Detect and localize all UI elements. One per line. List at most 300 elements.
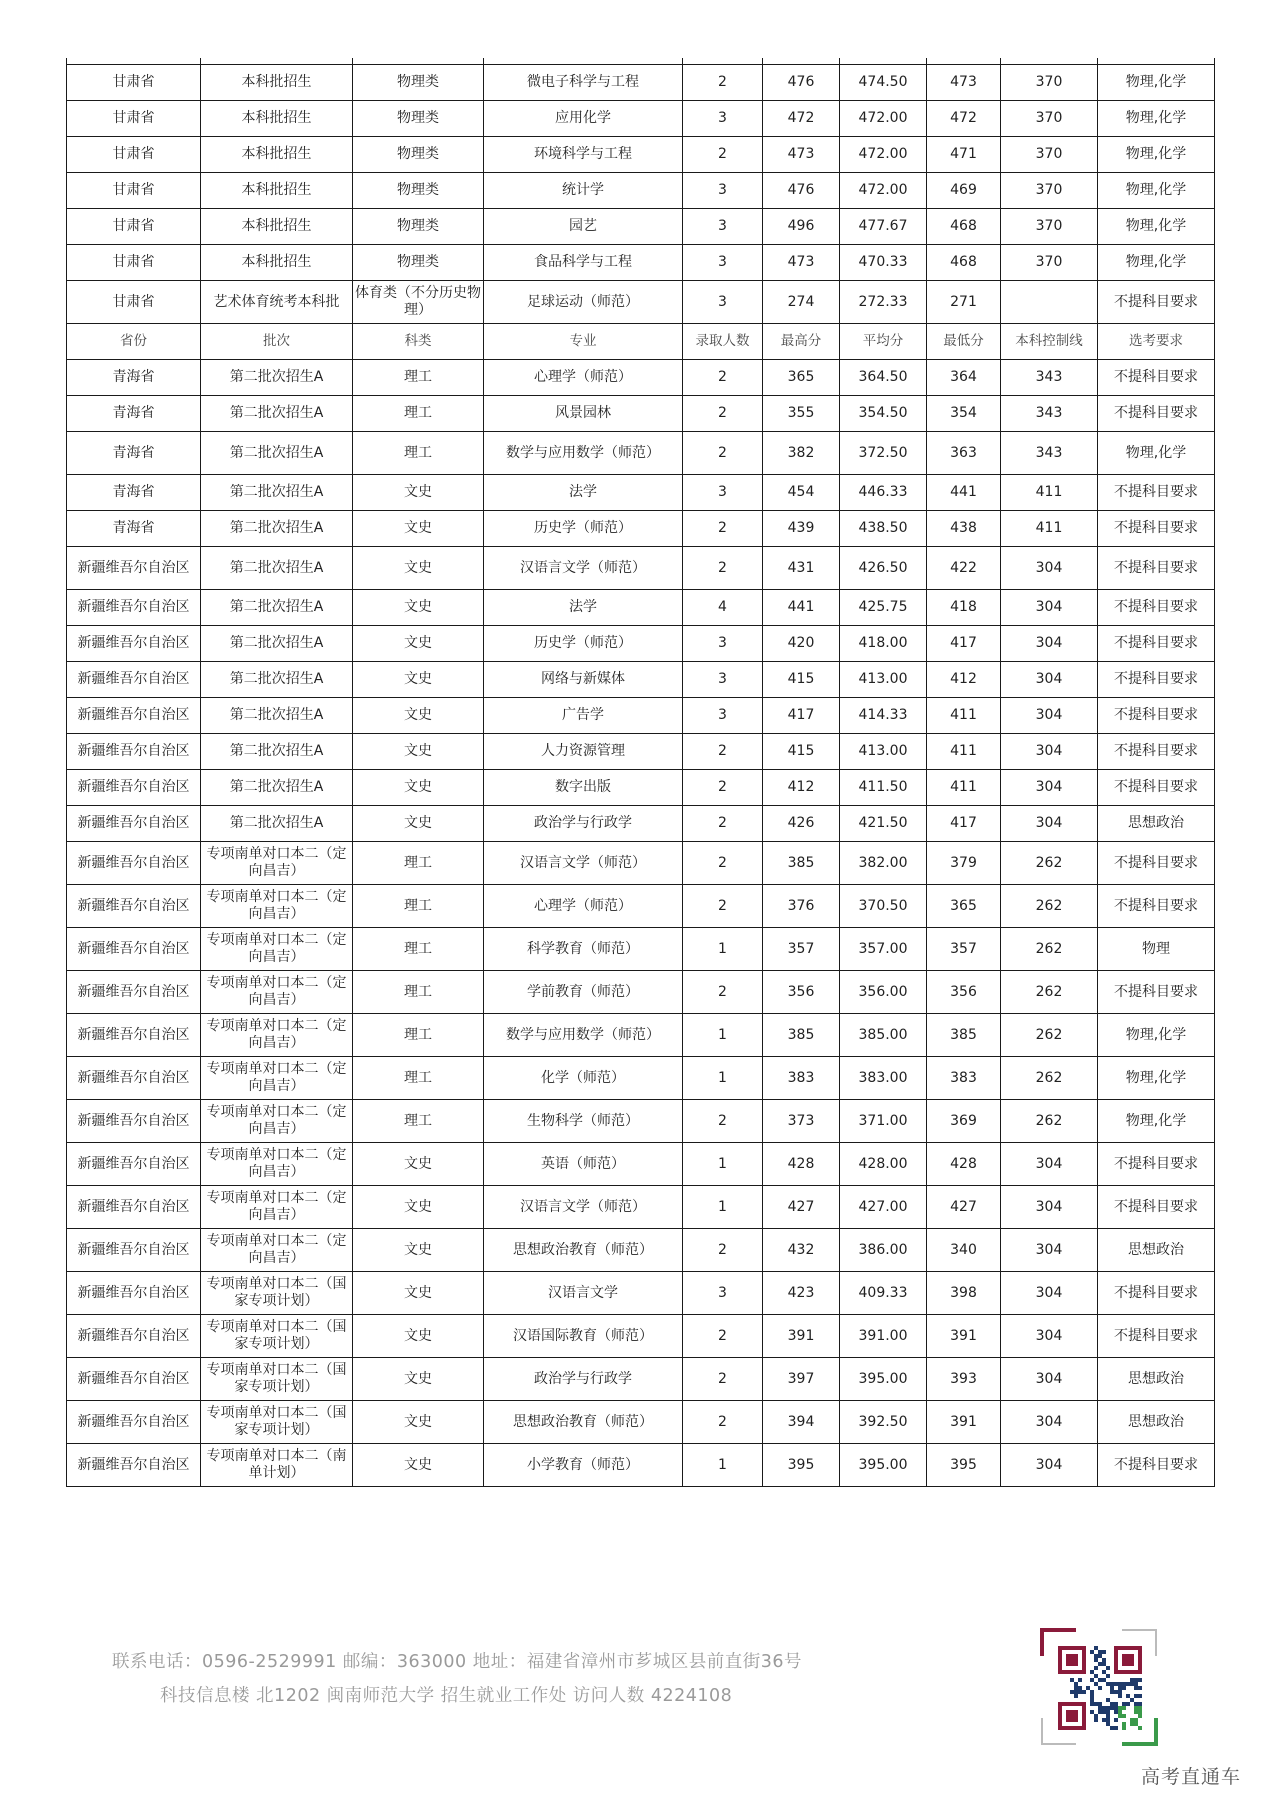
cell-control-line: 304 <box>1001 698 1098 734</box>
cell-min-score: 356 <box>927 971 1001 1014</box>
cell-max-score: 431 <box>763 547 840 590</box>
cell-batch: 艺术体育统考本科批 <box>201 281 353 324</box>
table-row <box>67 65 1215 101</box>
cell-major: 政治学与行政学 <box>484 1358 683 1401</box>
cell-category: 文史 <box>353 590 484 626</box>
cell-admitted: 2 <box>683 1315 763 1358</box>
cell-control-line: 370 <box>1001 137 1098 173</box>
cell-admitted: 2 <box>683 1358 763 1401</box>
cell-avg-score: 395.00 <box>840 1444 927 1487</box>
cell-subject-requirement: 物理,化学 <box>1098 245 1215 281</box>
cell-subject-requirement: 不提科目要求 <box>1098 770 1215 806</box>
table-row <box>67 432 1215 475</box>
cell-batch: 本科批招生 <box>201 101 353 137</box>
cell-subject-requirement: 不提科目要求 <box>1098 662 1215 698</box>
cell-max-score: 412 <box>763 770 840 806</box>
cell-subject-requirement: 不提科目要求 <box>1098 1186 1215 1229</box>
cell-province: 新疆维吾尔自治区 <box>67 1014 201 1057</box>
table-row <box>67 475 1215 511</box>
cell-subject-requirement: 不提科目要求 <box>1098 1143 1215 1186</box>
table-row <box>67 1444 1215 1487</box>
table-row <box>67 971 1215 1014</box>
cell-max-score: 376 <box>763 885 840 928</box>
cell-batch: 本科批招生 <box>201 245 353 281</box>
cell-category: 理工 <box>353 1057 484 1100</box>
cell-major: 英语（师范） <box>484 1143 683 1186</box>
cell-admitted: 3 <box>683 209 763 245</box>
cell-avg-score: 446.33 <box>840 475 927 511</box>
cell-category: 体育类（不分历史物理） <box>353 281 484 324</box>
cell-max-score: 423 <box>763 1272 840 1315</box>
cell-max-score: 441 <box>763 590 840 626</box>
cell-min-score: 379 <box>927 842 1001 885</box>
cell-major: 数字出版 <box>484 770 683 806</box>
cell-max-score: 417 <box>763 698 840 734</box>
cell-avg-score: 386.00 <box>840 1229 927 1272</box>
cell-avg-score: 385.00 <box>840 1014 927 1057</box>
cell-admitted: 2 <box>683 971 763 1014</box>
cell-max-score: 357 <box>763 928 840 971</box>
cell-category: 理工 <box>353 1100 484 1143</box>
cell-min-score: 391 <box>927 1315 1001 1358</box>
cell-max-score: 428 <box>763 1143 840 1186</box>
table-row <box>67 1229 1215 1272</box>
table-row <box>67 1014 1215 1057</box>
cell-max-score: 365 <box>763 360 840 396</box>
cell-min-score: 357 <box>927 928 1001 971</box>
cell-major: 数学与应用数学（师范） <box>484 1014 683 1057</box>
cell-category: 文史 <box>353 475 484 511</box>
table-row <box>67 1272 1215 1315</box>
cell-control-line: 370 <box>1001 209 1098 245</box>
cell-min-score: 428 <box>927 1143 1001 1186</box>
cell-control-line: 411 <box>1001 475 1098 511</box>
cell-batch: 第二批次招生A <box>201 626 353 662</box>
cell-admitted: 2 <box>683 842 763 885</box>
cell-subject-requirement: 不提科目要求 <box>1098 1315 1215 1358</box>
cell-control-line: 304 <box>1001 1143 1098 1186</box>
cell-admitted: 4 <box>683 590 763 626</box>
table-row <box>67 360 1215 396</box>
cell-avg-score: 414.33 <box>840 698 927 734</box>
cell-min-score: 411 <box>927 698 1001 734</box>
cell-admitted: 3 <box>683 698 763 734</box>
cell-batch: 第二批次招生A <box>201 662 353 698</box>
cell-subject-requirement: 不提科目要求 <box>1098 396 1215 432</box>
cell-province: 新疆维吾尔自治区 <box>67 1358 201 1401</box>
cell-admitted: 3 <box>683 662 763 698</box>
cell-admitted: 1 <box>683 1444 763 1487</box>
cell-major: 风景园林 <box>484 396 683 432</box>
cell-major: 环境科学与工程 <box>484 137 683 173</box>
cell-admitted: 2 <box>683 360 763 396</box>
cell-batch: 专项南单对口本二（定向昌吉） <box>201 1186 353 1229</box>
cell-subject-requirement: 物理,化学 <box>1098 1014 1215 1057</box>
cell-batch: 第二批次招生A <box>201 698 353 734</box>
cell-min-score: 468 <box>927 245 1001 281</box>
cell-avg-score: 474.50 <box>840 65 927 101</box>
table-row <box>67 173 1215 209</box>
cell-province: 新疆维吾尔自治区 <box>67 1143 201 1186</box>
cell-category: 文史 <box>353 511 484 547</box>
cell-admitted: 1 <box>683 1057 763 1100</box>
cell-province: 新疆维吾尔自治区 <box>67 806 201 842</box>
cell-batch: 专项南单对口本二（定向昌吉） <box>201 842 353 885</box>
cell-max-score: 397 <box>763 1358 840 1401</box>
cell-subject-requirement: 物理,化学 <box>1098 1100 1215 1143</box>
cell-category: 文史 <box>353 698 484 734</box>
cell-subject-requirement: 不提科目要求 <box>1098 1272 1215 1315</box>
cell-min-score: 412 <box>927 662 1001 698</box>
cell-province: 甘肃省 <box>67 65 201 101</box>
cell-province: 青海省 <box>67 360 201 396</box>
cell-major: 微电子科学与工程 <box>484 65 683 101</box>
cell-major: 应用化学 <box>484 101 683 137</box>
cell-major: 法学 <box>484 475 683 511</box>
cell-batch: 第二批次招生A <box>201 547 353 590</box>
cell-max-score: 454 <box>763 475 840 511</box>
cell-control-line: 304 <box>1001 1272 1098 1315</box>
footer-line-2: 科技信息楼 北1202 闽南师范大学 招生就业工作处 访问人数 4224108 <box>160 1686 733 1706</box>
cell-admitted: 2 <box>683 511 763 547</box>
cell-subject-requirement: 不提科目要求 <box>1098 971 1215 1014</box>
cell-admitted: 1 <box>683 928 763 971</box>
cell-admitted: 3 <box>683 475 763 511</box>
cell-subject-requirement: 不提科目要求 <box>1098 842 1215 885</box>
cell-major: 思想政治教育（师范） <box>484 1229 683 1272</box>
table-row <box>67 209 1215 245</box>
table-row <box>67 137 1215 173</box>
cell-min-score: 471 <box>927 137 1001 173</box>
cell-batch: 第二批次招生A <box>201 360 353 396</box>
cell-category: 文史 <box>353 1358 484 1401</box>
cell-min-score: 417 <box>927 806 1001 842</box>
cell-major: 广告学 <box>484 698 683 734</box>
cell-avg-score: 428.00 <box>840 1143 927 1186</box>
cell-batch: 批次 <box>201 324 353 360</box>
cell-category: 理工 <box>353 971 484 1014</box>
cell-max-score: 356 <box>763 971 840 1014</box>
cell-batch: 专项南单对口本二（定向昌吉） <box>201 1057 353 1100</box>
cell-batch: 本科批招生 <box>201 65 353 101</box>
cell-max-score: 382 <box>763 432 840 475</box>
cell-subject-requirement: 不提科目要求 <box>1098 626 1215 662</box>
cell-avg-score: 272.33 <box>840 281 927 324</box>
cell-avg-score: 418.00 <box>840 626 927 662</box>
cell-category: 文史 <box>353 806 484 842</box>
cell-subject-requirement: 不提科目要求 <box>1098 475 1215 511</box>
cell-avg-score: 357.00 <box>840 928 927 971</box>
cell-max-score: 385 <box>763 842 840 885</box>
cell-max-score: 496 <box>763 209 840 245</box>
cell-control-line: 262 <box>1001 1057 1098 1100</box>
cell-batch: 第二批次招生A <box>201 590 353 626</box>
cell-batch: 专项南单对口本二（定向昌吉） <box>201 1100 353 1143</box>
cell-min-score: 391 <box>927 1401 1001 1444</box>
cell-admitted: 1 <box>683 1014 763 1057</box>
cell-control-line: 370 <box>1001 65 1098 101</box>
cell-category: 理工 <box>353 928 484 971</box>
cell-province: 省份 <box>67 324 201 360</box>
cell-max-score: 476 <box>763 65 840 101</box>
table-row <box>67 101 1215 137</box>
cell-admitted: 录取人数 <box>683 324 763 360</box>
cell-subject-requirement: 不提科目要求 <box>1098 547 1215 590</box>
cell-batch: 第二批次招生A <box>201 396 353 432</box>
cell-avg-score: 383.00 <box>840 1057 927 1100</box>
cell-control-line: 304 <box>1001 590 1098 626</box>
footer-line-1: 联系电话：0596-2529991 邮编：363000 地址：福建省漳州市芗城区县前直街36号 <box>112 1652 802 1672</box>
cell-avg-score: 371.00 <box>840 1100 927 1143</box>
cell-avg-score: 413.00 <box>840 734 927 770</box>
table-row <box>67 770 1215 806</box>
cell-max-score: 473 <box>763 245 840 281</box>
cell-min-score: 473 <box>927 65 1001 101</box>
cell-avg-score: 413.00 <box>840 662 927 698</box>
cell-max-score: 391 <box>763 1315 840 1358</box>
cell-control-line: 343 <box>1001 432 1098 475</box>
cell-category: 物理类 <box>353 137 484 173</box>
table-row <box>67 1358 1215 1401</box>
cell-batch: 专项南单对口本二（国家专项计划） <box>201 1315 353 1358</box>
cell-province: 新疆维吾尔自治区 <box>67 1272 201 1315</box>
cell-batch: 专项南单对口本二（定向昌吉） <box>201 1229 353 1272</box>
cell-control-line: 262 <box>1001 928 1098 971</box>
cell-control-line: 304 <box>1001 1186 1098 1229</box>
cell-admitted: 2 <box>683 806 763 842</box>
cell-province: 甘肃省 <box>67 281 201 324</box>
cell-admitted: 1 <box>683 1186 763 1229</box>
table-row <box>67 842 1215 885</box>
table-row <box>67 1186 1215 1229</box>
table-row <box>67 662 1215 698</box>
cell-avg-score: 426.50 <box>840 547 927 590</box>
cell-province: 青海省 <box>67 432 201 475</box>
cell-subject-requirement: 不提科目要求 <box>1098 511 1215 547</box>
table-row <box>67 281 1215 324</box>
cell-major: 汉语国际教育（师范） <box>484 1315 683 1358</box>
cell-control-line: 304 <box>1001 806 1098 842</box>
cell-subject-requirement: 不提科目要求 <box>1098 360 1215 396</box>
cell-province: 新疆维吾尔自治区 <box>67 662 201 698</box>
cell-major: 心理学（师范） <box>484 885 683 928</box>
watermark-text: 高考直通车 <box>1141 1766 1242 1788</box>
cell-batch: 专项南单对口本二（定向昌吉） <box>201 1014 353 1057</box>
table-header-row <box>67 324 1215 360</box>
cell-avg-score: 438.50 <box>840 511 927 547</box>
cell-avg-score: 395.00 <box>840 1358 927 1401</box>
cell-admitted: 3 <box>683 101 763 137</box>
cell-avg-score: 391.00 <box>840 1315 927 1358</box>
qr-code-icon <box>1040 1628 1158 1746</box>
cell-max-score: 415 <box>763 734 840 770</box>
table-row <box>67 806 1215 842</box>
cell-province: 青海省 <box>67 475 201 511</box>
cell-avg-score: 427.00 <box>840 1186 927 1229</box>
table-row <box>67 734 1215 770</box>
cell-major: 专业 <box>484 324 683 360</box>
cell-min-score: 364 <box>927 360 1001 396</box>
cell-min-score: 411 <box>927 770 1001 806</box>
cell-control-line: 343 <box>1001 396 1098 432</box>
cell-major: 生物科学（师范） <box>484 1100 683 1143</box>
cell-min-score: 411 <box>927 734 1001 770</box>
cell-major: 法学 <box>484 590 683 626</box>
cell-province: 新疆维吾尔自治区 <box>67 770 201 806</box>
cell-subject-requirement: 不提科目要求 <box>1098 1444 1215 1487</box>
cell-avg-score: 364.50 <box>840 360 927 396</box>
cell-category: 理工 <box>353 842 484 885</box>
cell-major: 汉语言文学（师范） <box>484 547 683 590</box>
cell-batch: 专项南单对口本二（定向昌吉） <box>201 928 353 971</box>
cell-max-score: 373 <box>763 1100 840 1143</box>
cell-province: 新疆维吾尔自治区 <box>67 626 201 662</box>
cell-max-score: 394 <box>763 1401 840 1444</box>
cell-min-score: 354 <box>927 396 1001 432</box>
cell-avg-score: 472.00 <box>840 101 927 137</box>
cell-control-line: 262 <box>1001 1100 1098 1143</box>
table-row <box>67 626 1215 662</box>
cell-major: 化学（师范） <box>484 1057 683 1100</box>
cell-admitted: 3 <box>683 245 763 281</box>
cell-province: 甘肃省 <box>67 137 201 173</box>
cell-control-line: 304 <box>1001 662 1098 698</box>
cell-category: 文史 <box>353 1229 484 1272</box>
cell-admitted: 3 <box>683 1272 763 1315</box>
cell-batch: 专项南单对口本二（定向昌吉） <box>201 1143 353 1186</box>
cell-admitted: 2 <box>683 396 763 432</box>
table-row <box>67 1401 1215 1444</box>
cell-avg-score: 392.50 <box>840 1401 927 1444</box>
cell-admitted: 2 <box>683 547 763 590</box>
cell-category: 文史 <box>353 662 484 698</box>
cell-min-score: 365 <box>927 885 1001 928</box>
cell-category: 文史 <box>353 1444 484 1487</box>
cell-subject-requirement: 物理,化学 <box>1098 1057 1215 1100</box>
cell-max-score: 472 <box>763 101 840 137</box>
cell-min-score: 最低分 <box>927 324 1001 360</box>
table-row <box>67 1057 1215 1100</box>
cell-major: 汉语言文学 <box>484 1272 683 1315</box>
cell-subject-requirement: 选考要求 <box>1098 324 1215 360</box>
cell-category: 物理类 <box>353 245 484 281</box>
cell-min-score: 271 <box>927 281 1001 324</box>
cell-major: 人力资源管理 <box>484 734 683 770</box>
cell-subject-requirement: 物理,化学 <box>1098 173 1215 209</box>
cell-category: 文史 <box>353 1186 484 1229</box>
cell-category: 文史 <box>353 547 484 590</box>
cell-province: 青海省 <box>67 511 201 547</box>
cell-batch: 本科批招生 <box>201 173 353 209</box>
cell-control-line: 304 <box>1001 1401 1098 1444</box>
cell-major: 数学与应用数学（师范） <box>484 432 683 475</box>
cell-avg-score: 372.50 <box>840 432 927 475</box>
cell-min-score: 393 <box>927 1358 1001 1401</box>
cell-category: 文史 <box>353 734 484 770</box>
cell-major: 汉语言文学（师范） <box>484 842 683 885</box>
cell-control-line: 304 <box>1001 770 1098 806</box>
cell-subject-requirement: 思想政治 <box>1098 1401 1215 1444</box>
cell-subject-requirement: 思想政治 <box>1098 1229 1215 1272</box>
cell-category: 文史 <box>353 1401 484 1444</box>
cell-batch: 本科批招生 <box>201 209 353 245</box>
cell-max-score: 395 <box>763 1444 840 1487</box>
cell-avg-score: 409.33 <box>840 1272 927 1315</box>
cell-min-score: 369 <box>927 1100 1001 1143</box>
cell-avg-score: 472.00 <box>840 137 927 173</box>
cell-control-line: 262 <box>1001 885 1098 928</box>
cell-avg-score: 370.50 <box>840 885 927 928</box>
cell-province: 新疆维吾尔自治区 <box>67 842 201 885</box>
cell-major: 汉语言文学（师范） <box>484 1186 683 1229</box>
cell-category: 文史 <box>353 1143 484 1186</box>
cell-category: 科类 <box>353 324 484 360</box>
cell-subject-requirement: 物理,化学 <box>1098 101 1215 137</box>
cell-avg-score: 425.75 <box>840 590 927 626</box>
cell-category: 物理类 <box>353 209 484 245</box>
cell-major: 食品科学与工程 <box>484 245 683 281</box>
cell-batch: 第二批次招生A <box>201 734 353 770</box>
table-row <box>67 547 1215 590</box>
cell-province: 甘肃省 <box>67 101 201 137</box>
cell-min-score: 438 <box>927 511 1001 547</box>
cell-major: 思想政治教育（师范） <box>484 1401 683 1444</box>
cell-province: 新疆维吾尔自治区 <box>67 928 201 971</box>
cell-province: 甘肃省 <box>67 245 201 281</box>
table-row <box>67 511 1215 547</box>
cell-admitted: 2 <box>683 1229 763 1272</box>
cell-province: 新疆维吾尔自治区 <box>67 590 201 626</box>
cell-min-score: 468 <box>927 209 1001 245</box>
cell-province: 新疆维吾尔自治区 <box>67 1444 201 1487</box>
cell-control-line: 370 <box>1001 173 1098 209</box>
cell-max-score: 432 <box>763 1229 840 1272</box>
cell-control-line: 262 <box>1001 971 1098 1014</box>
cell-province: 新疆维吾尔自治区 <box>67 734 201 770</box>
cell-subject-requirement: 物理,化学 <box>1098 209 1215 245</box>
admission-table <box>66 58 1215 1487</box>
cell-min-score: 422 <box>927 547 1001 590</box>
cell-subject-requirement: 思想政治 <box>1098 806 1215 842</box>
cell-min-score: 340 <box>927 1229 1001 1272</box>
cell-control-line: 本科控制线 <box>1001 324 1098 360</box>
cell-batch: 第二批次招生A <box>201 511 353 547</box>
cell-max-score: 274 <box>763 281 840 324</box>
cell-major: 网络与新媒体 <box>484 662 683 698</box>
cell-max-score: 415 <box>763 662 840 698</box>
table-row <box>67 396 1215 432</box>
cell-admitted: 1 <box>683 1143 763 1186</box>
cell-province: 新疆维吾尔自治区 <box>67 971 201 1014</box>
cell-avg-score: 477.67 <box>840 209 927 245</box>
cell-control-line: 304 <box>1001 626 1098 662</box>
cell-control-line: 304 <box>1001 1444 1098 1487</box>
cell-major: 历史学（师范） <box>484 511 683 547</box>
cell-avg-score: 354.50 <box>840 396 927 432</box>
cell-subject-requirement: 不提科目要求 <box>1098 590 1215 626</box>
cell-province: 新疆维吾尔自治区 <box>67 1057 201 1100</box>
cell-subject-requirement: 思想政治 <box>1098 1358 1215 1401</box>
cell-control-line: 304 <box>1001 734 1098 770</box>
table-row <box>67 1315 1215 1358</box>
cell-subject-requirement: 物理,化学 <box>1098 65 1215 101</box>
cell-subject-requirement: 物理,化学 <box>1098 432 1215 475</box>
cell-batch: 专项南单对口本二（国家专项计划） <box>201 1401 353 1444</box>
cell-control-line: 304 <box>1001 1229 1098 1272</box>
cell-batch: 第二批次招生A <box>201 806 353 842</box>
cell-admitted: 2 <box>683 770 763 806</box>
cell-province: 新疆维吾尔自治区 <box>67 1401 201 1444</box>
